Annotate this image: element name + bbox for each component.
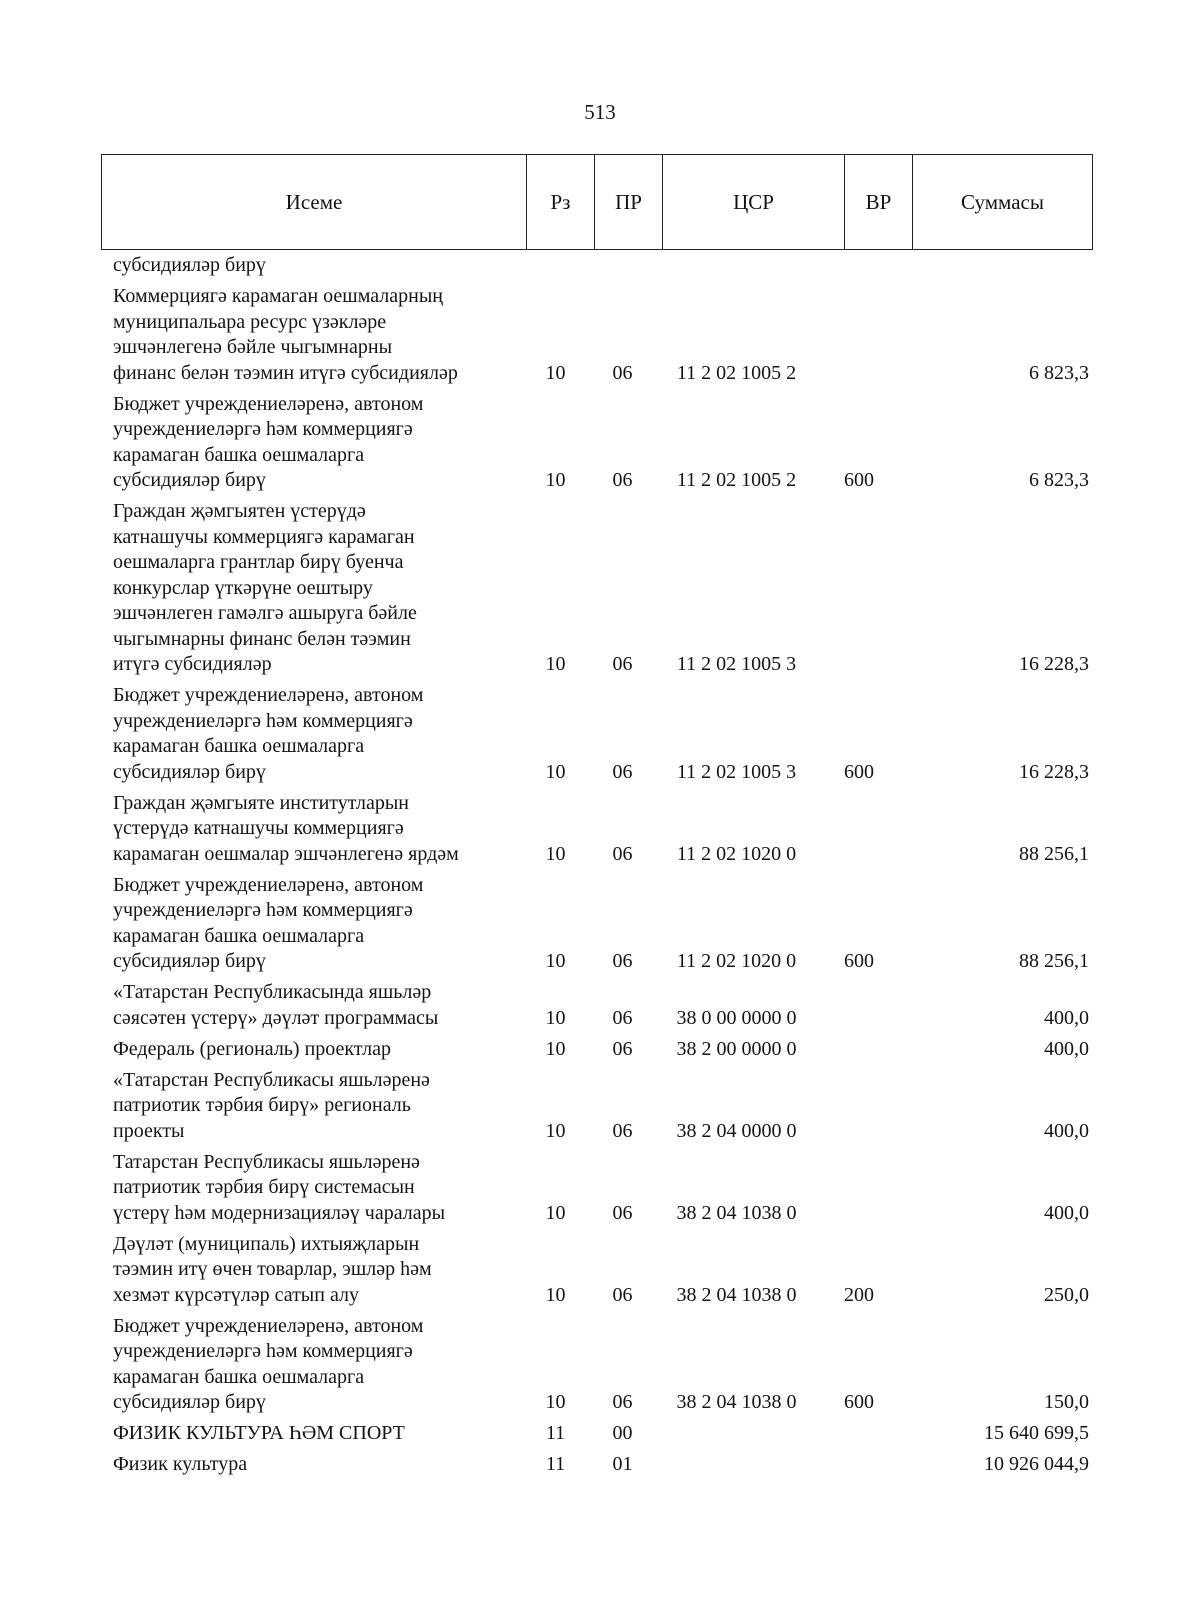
row-sum: 10 926 044,9	[984, 1453, 1089, 1475]
row-csr: 11 2 02 1005 3	[676, 653, 797, 675]
row-rz: 10	[545, 361, 566, 384]
table-row	[113, 683, 1103, 785]
row-sum: 16 228,3	[1019, 760, 1089, 783]
row-pr: 06	[612, 469, 633, 491]
row-sum: 6 823,3	[1029, 361, 1089, 384]
row-pr: 06	[612, 361, 633, 384]
table-row	[113, 253, 1103, 279]
row-csr: 11 2 02 1020 0	[676, 842, 797, 865]
row-name: субсидияләр бирү	[113, 254, 266, 276]
row-sum: 88 256,1	[1019, 842, 1089, 865]
row-sum: 250,0	[1044, 1283, 1089, 1306]
row-rz: 10	[545, 1283, 566, 1306]
row-csr: 11 2 02 1020 0	[676, 950, 797, 972]
row-sum: 400,0	[1044, 1119, 1089, 1142]
row-name: Коммерциягә карамаган оешмаларның муниципальара ресурс үзәкләре эшчәнлегенә бәйле чыгымнарны финанс белән тәэмин итүгә субсидияләр	[113, 285, 458, 384]
row-name: ФИЗИК КУЛЬТУРА ҺӘМ СПОРТ	[113, 1422, 405, 1444]
table-row	[113, 1421, 1103, 1447]
row-sum: 400,0	[1044, 1006, 1089, 1029]
row-rz: 10	[545, 1391, 566, 1413]
row-name: «Татарстан Республикасы яшьләренә патриотик тәрбия бирү» региональ проекты	[113, 1068, 430, 1142]
table-row	[113, 980, 1103, 1031]
row-name: Бюджет учреждениеләренә, автоном учреждениеләргә һәм коммерциягә карамаган башка оешмаларга субсидияләр бирү	[113, 1314, 424, 1413]
row-rz: 10	[545, 842, 566, 865]
table-header	[101, 154, 1093, 250]
row-name: Физик культура	[113, 1453, 248, 1475]
table-row	[113, 1037, 1103, 1063]
table-row	[113, 873, 1103, 975]
row-rz: 10	[545, 760, 566, 783]
row-rz: 11	[545, 1453, 566, 1475]
row-rz: 11	[545, 1422, 566, 1444]
table-row	[113, 1314, 1103, 1416]
row-csr: 38 0 00 0000 0	[676, 1006, 797, 1029]
row-pr: 06	[612, 760, 633, 783]
row-vr: 600	[844, 469, 874, 491]
table-row	[113, 499, 1103, 678]
row-sum: 6 823,3	[1029, 469, 1089, 491]
row-rz: 10	[545, 469, 566, 491]
row-sum: 15 640 699,5	[984, 1422, 1089, 1444]
row-name: Дәүләт (муниципаль) ихтыяҗларын тәэмин итү өчен товарлар, эшләр һәм хезмәт күрсәтүләр сатып алу	[113, 1232, 432, 1306]
row-csr: 11 2 02 1005 2	[676, 361, 797, 384]
row-csr: 11 2 02 1005 2	[676, 469, 797, 491]
header-name: Исеме	[285, 189, 343, 214]
row-name: Граждан җәмгыятен үстерүдә катнашучы коммерциягә карамаган оешмаларга грантлар бирү буенча конкурслар үткәрүне оештыру эшчәнлеген гамәлгә ашыруга бәйле чыгымнарны финанс белән тәэмин итүгә субсидияләр	[113, 500, 417, 675]
row-pr: 00	[612, 1422, 633, 1444]
row-name: Бюджет учреждениеләренә, автоном учреждениеләргә һәм коммерциягә карамаган башка оешмаларга субсидияләр бирү	[113, 684, 424, 783]
row-rz: 10	[545, 653, 566, 675]
row-name: «Татарстан Республикасында яшьләр сәясәтен үстерү» дәүләт программасы	[113, 981, 439, 1029]
table-row	[113, 1232, 1103, 1309]
row-name: Татарстан Республикасы яшьләренә патриотик тәрбия бирү системасын үстерү һәм модернизацияләү чаралары	[113, 1150, 446, 1224]
header-sum: Суммасы	[912, 155, 1092, 249]
row-csr: 38 2 00 0000 0	[676, 1037, 797, 1060]
table-body	[113, 253, 1103, 1483]
row-rz: 10	[545, 1037, 566, 1060]
table-row	[113, 1150, 1103, 1227]
header-pr: ПР	[594, 155, 662, 249]
row-pr: 06	[612, 1006, 633, 1029]
row-name: Граждан җәмгыяте институтларын үстерүдә катнашучы коммерциягә карамаган оешмалар эшчәнлегенә ярдәм	[113, 791, 459, 865]
row-sum: 88 256,1	[1019, 950, 1089, 972]
table-row	[113, 791, 1103, 868]
row-pr: 06	[612, 950, 633, 972]
table-row	[113, 392, 1103, 494]
row-csr: 38 2 04 0000 0	[676, 1119, 797, 1142]
row-pr: 06	[612, 1119, 633, 1142]
header-csr: ЦСР	[662, 155, 844, 249]
row-vr: 600	[844, 950, 874, 972]
row-pr: 06	[612, 1391, 633, 1413]
row-name: Бюджет учреждениеләренә, автоном учреждениеләргә һәм коммерциягә карамаган башка оешмаларга субсидияләр бирү	[113, 392, 424, 491]
row-rz: 10	[545, 1201, 566, 1224]
header-rz: Рз	[526, 155, 594, 249]
row-pr: 06	[612, 1037, 633, 1060]
row-rz: 10	[545, 1006, 566, 1029]
row-csr: 38 2 04 1038 0	[676, 1283, 797, 1306]
row-sum: 400,0	[1044, 1037, 1089, 1060]
row-vr: 600	[844, 760, 874, 783]
table-row	[113, 1068, 1103, 1145]
row-name: Федераль (региональ) проектлар	[113, 1037, 391, 1060]
row-name: Бюджет учреждениеләренә, автоном учреждениеләргә һәм коммерциягә карамаган башка оешмаларга субсидияләр бирү	[113, 873, 424, 972]
row-csr: 38 2 04 1038 0	[676, 1201, 797, 1224]
row-pr: 01	[612, 1453, 633, 1475]
row-pr: 06	[612, 1283, 633, 1306]
page-number: 513	[584, 100, 616, 124]
table-row	[113, 284, 1103, 386]
row-sum: 16 228,3	[1019, 653, 1089, 675]
row-csr: 38 2 04 1038 0	[676, 1391, 797, 1413]
row-vr: 200	[844, 1283, 874, 1306]
header-vr: ВР	[844, 155, 912, 249]
row-pr: 06	[612, 842, 633, 865]
row-pr: 06	[612, 1201, 633, 1224]
row-sum: 400,0	[1044, 1201, 1089, 1224]
row-rz: 10	[545, 950, 566, 972]
table-row	[113, 1452, 1103, 1478]
row-csr: 11 2 02 1005 3	[676, 760, 797, 783]
row-sum: 150,0	[1044, 1391, 1089, 1413]
row-vr: 600	[844, 1391, 874, 1413]
row-rz: 10	[545, 1119, 566, 1142]
row-pr: 06	[612, 653, 633, 675]
